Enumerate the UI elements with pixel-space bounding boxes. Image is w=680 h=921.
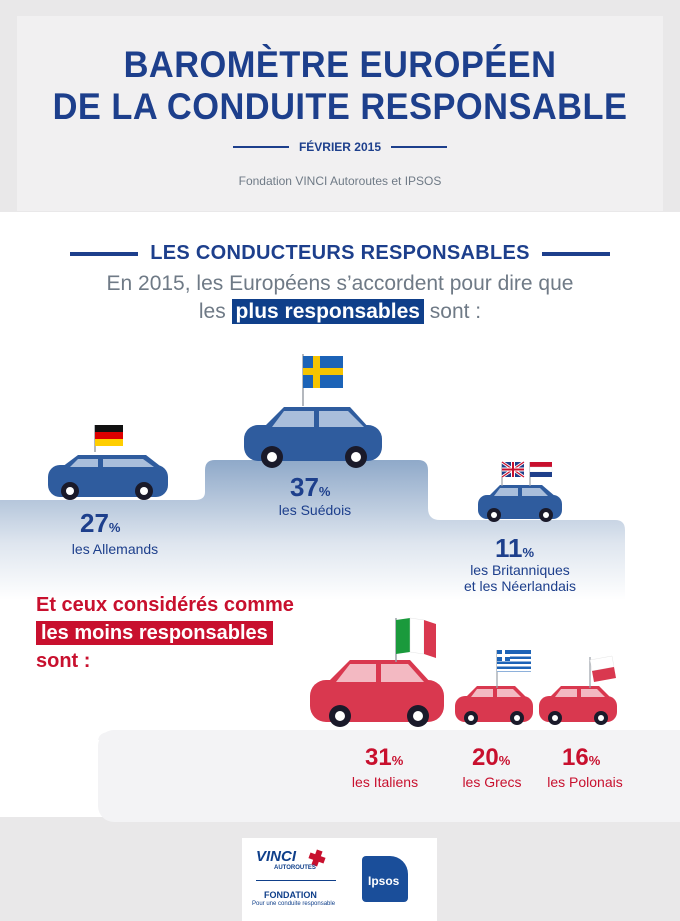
ipsos-label: Ipsos (368, 874, 400, 888)
label-italy: les Italiens (351, 774, 419, 790)
intro-post: sont : (423, 300, 482, 323)
pct-poland-unit: % (588, 753, 601, 768)
pct-poland-value: 16 (562, 744, 589, 771)
sweden-flag (303, 354, 343, 406)
uk-flag (502, 462, 524, 486)
divider-left (233, 146, 289, 148)
pct-uk-nl-value: 11 (495, 533, 523, 563)
label-greece: les Grecs (462, 774, 522, 790)
fondation-sub: Pour une conduite responsable (252, 901, 336, 907)
netherlands-flag (530, 462, 552, 486)
least-title-1: Et ceux considérés comme (36, 594, 294, 616)
pct-greece-unit: % (498, 753, 511, 768)
pct-poland (562, 744, 600, 772)
car-italy (310, 660, 444, 727)
intro-highlight: plus responsables (232, 299, 424, 324)
date: FÉVRIER 2015 (298, 140, 382, 154)
car-poland (539, 686, 617, 725)
least-highlight: les moins responsables (36, 621, 273, 645)
source: Fondation VINCI Autoroutes et IPSOS (238, 174, 442, 188)
pct-greece-value: 20 (472, 744, 499, 771)
label-uk-nl-1: les Britanniques (470, 562, 570, 578)
car-germany (48, 455, 168, 500)
pct-sweden-unit: % (318, 484, 331, 499)
car-uk-netherlands (478, 485, 562, 522)
pct-sweden-value: 37 (290, 472, 319, 502)
logo-divider (256, 880, 336, 881)
section-line-left (70, 252, 138, 256)
car-greece (455, 686, 533, 725)
intro-pre: les (198, 300, 232, 323)
least-title-2 (36, 622, 273, 645)
pct-italy-value: 31 (365, 744, 392, 771)
pct-sweden (290, 472, 330, 503)
label-uk-nl-2: et les Néerlandais (463, 578, 577, 594)
section-heading (0, 242, 680, 265)
podium-illustration (0, 340, 680, 740)
pct-uk-nl-unit: % (522, 545, 535, 560)
pct-greece (472, 744, 510, 772)
pct-germany (80, 508, 120, 539)
intro-line-1: En 2015, les Européens s’accordent pour dire que (106, 272, 574, 295)
greece-flag (497, 650, 531, 688)
label-germany: les Allemands (71, 541, 159, 557)
germany-flag (95, 425, 123, 452)
ipsos-logo (362, 856, 408, 902)
divider-right (391, 146, 447, 148)
poland-flag (590, 656, 616, 688)
fondation-label: FONDATION (264, 890, 317, 900)
car-sweden (244, 407, 382, 468)
section-title: LES CONDUCTEURS RESPONSABLES (150, 242, 530, 264)
section-line-right (542, 252, 610, 256)
pct-italy (365, 744, 403, 772)
label-sweden: les Suédois (278, 502, 352, 518)
pct-germany-unit: % (108, 520, 121, 535)
least-title-3: sont : (36, 650, 91, 672)
date-row (0, 140, 680, 154)
pct-italy-unit: % (391, 753, 404, 768)
intro-line-2 (0, 300, 680, 324)
pct-germany-value: 27 (80, 508, 109, 538)
pct-uk-nl (495, 533, 534, 564)
label-poland: les Polonais (547, 774, 623, 790)
title-line-1: BAROMÈTRE EUROPÉEN (123, 44, 557, 85)
vinci-sub: AUTOROUTES (274, 865, 316, 871)
vinci-logo: VINCI (256, 848, 297, 865)
logos-box (242, 838, 437, 921)
title-line-2: DE LA CONDUITE RESPONSABLE (52, 86, 628, 127)
italy-flag (396, 618, 436, 662)
